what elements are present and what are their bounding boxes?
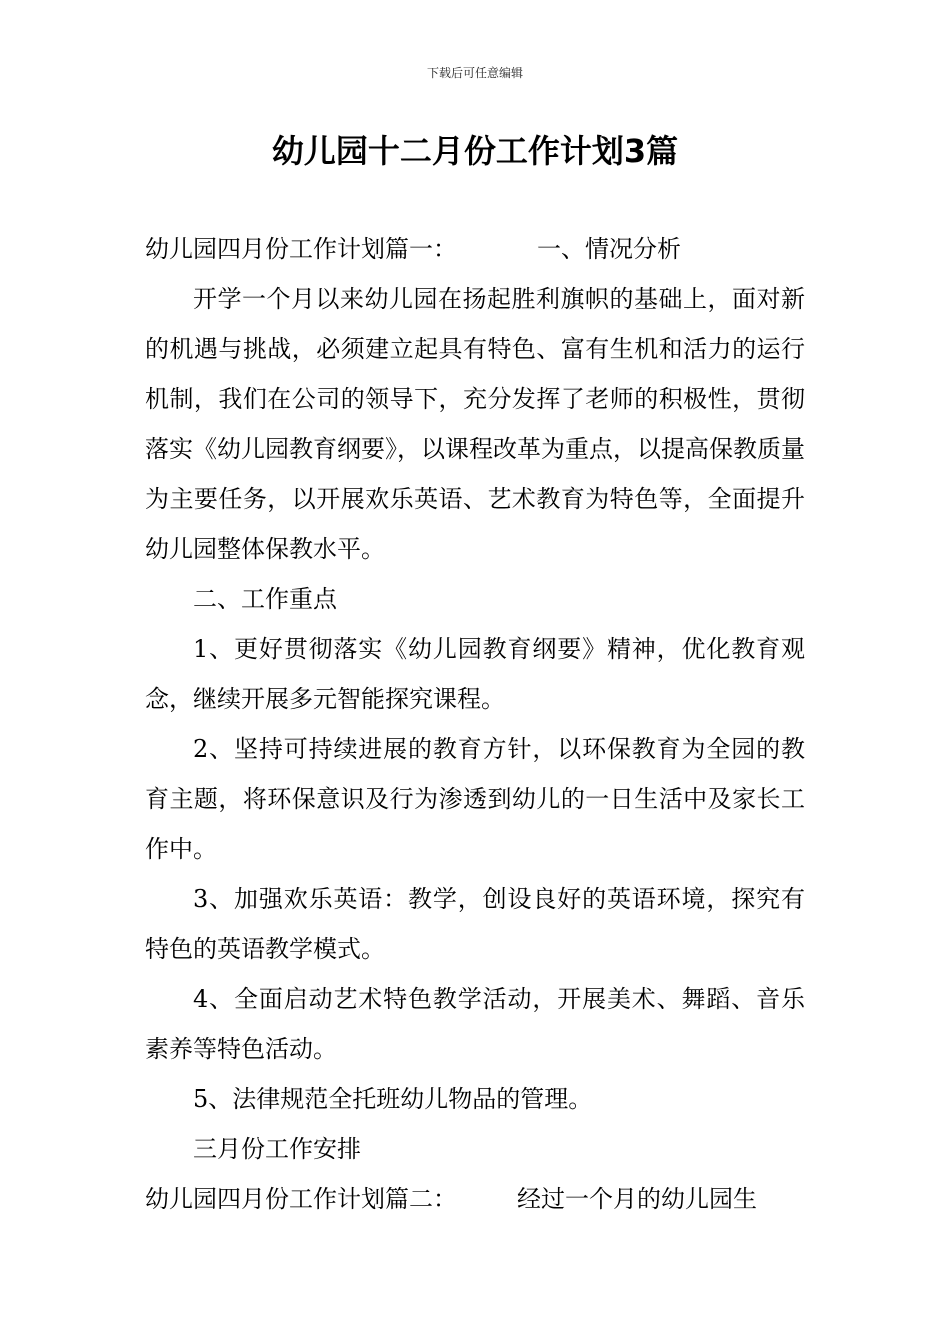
march-plan-heading: 三月份工作安排 [193,1135,361,1163]
header-note: 下载后可任意编辑 [426,66,523,80]
work-item-5: 5、法律规范全托班幼儿物品的管理。 [193,1085,593,1113]
work-item-3: 3、加强欢乐英语：教学，创设良好的英语环境，探究有特色的英语教学模式。 [145,885,805,963]
section2-label: 幼儿园四月份工作计划篇二： [145,1185,457,1213]
work-item-1: 1、更好贯彻落实《幼儿园教育纲要》精神，优化教育观念，继续开展多元智能探究课程。 [145,635,805,713]
intro-paragraph: 开学一个月以来幼儿园在扬起胜利旗帜的基础上，面对新的机遇与挑战，必须建立起具有特色、富有生机和活力的运行机制，我们在公司的领导下，充分发挥了老师的积极性，贯彻落实《幼儿园教育纲要》，以课程改革为重点，以提高保教质量为主要任务，以开展欢乐英语、艺术教育为特色等，全面提升幼儿园整体保教水平。 [145,285,805,563]
document-title: 幼儿园十二月份工作计划3篇 [271,132,679,170]
section2-text: 经过一个月的幼儿园生 [517,1185,757,1213]
work-item-2: 2、坚持可持续进展的教育方针，以环保教育为全园的教育主题，将环保意识及行为渗透到幼儿的一日生活中及家长工作中。 [145,735,805,863]
section1-label: 幼儿园四月份工作计划篇一： [145,235,457,263]
section1-line [145,224,805,274]
work-focus-heading: 二、工作重点 [193,585,337,613]
section1-heading: 一、情况分析 [537,235,681,263]
work-item-4: 4、全面启动艺术特色教学活动，开展美术、舞蹈、音乐素养等特色活动。 [145,985,805,1063]
document-body [145,224,805,1224]
section2-line [145,1174,805,1224]
